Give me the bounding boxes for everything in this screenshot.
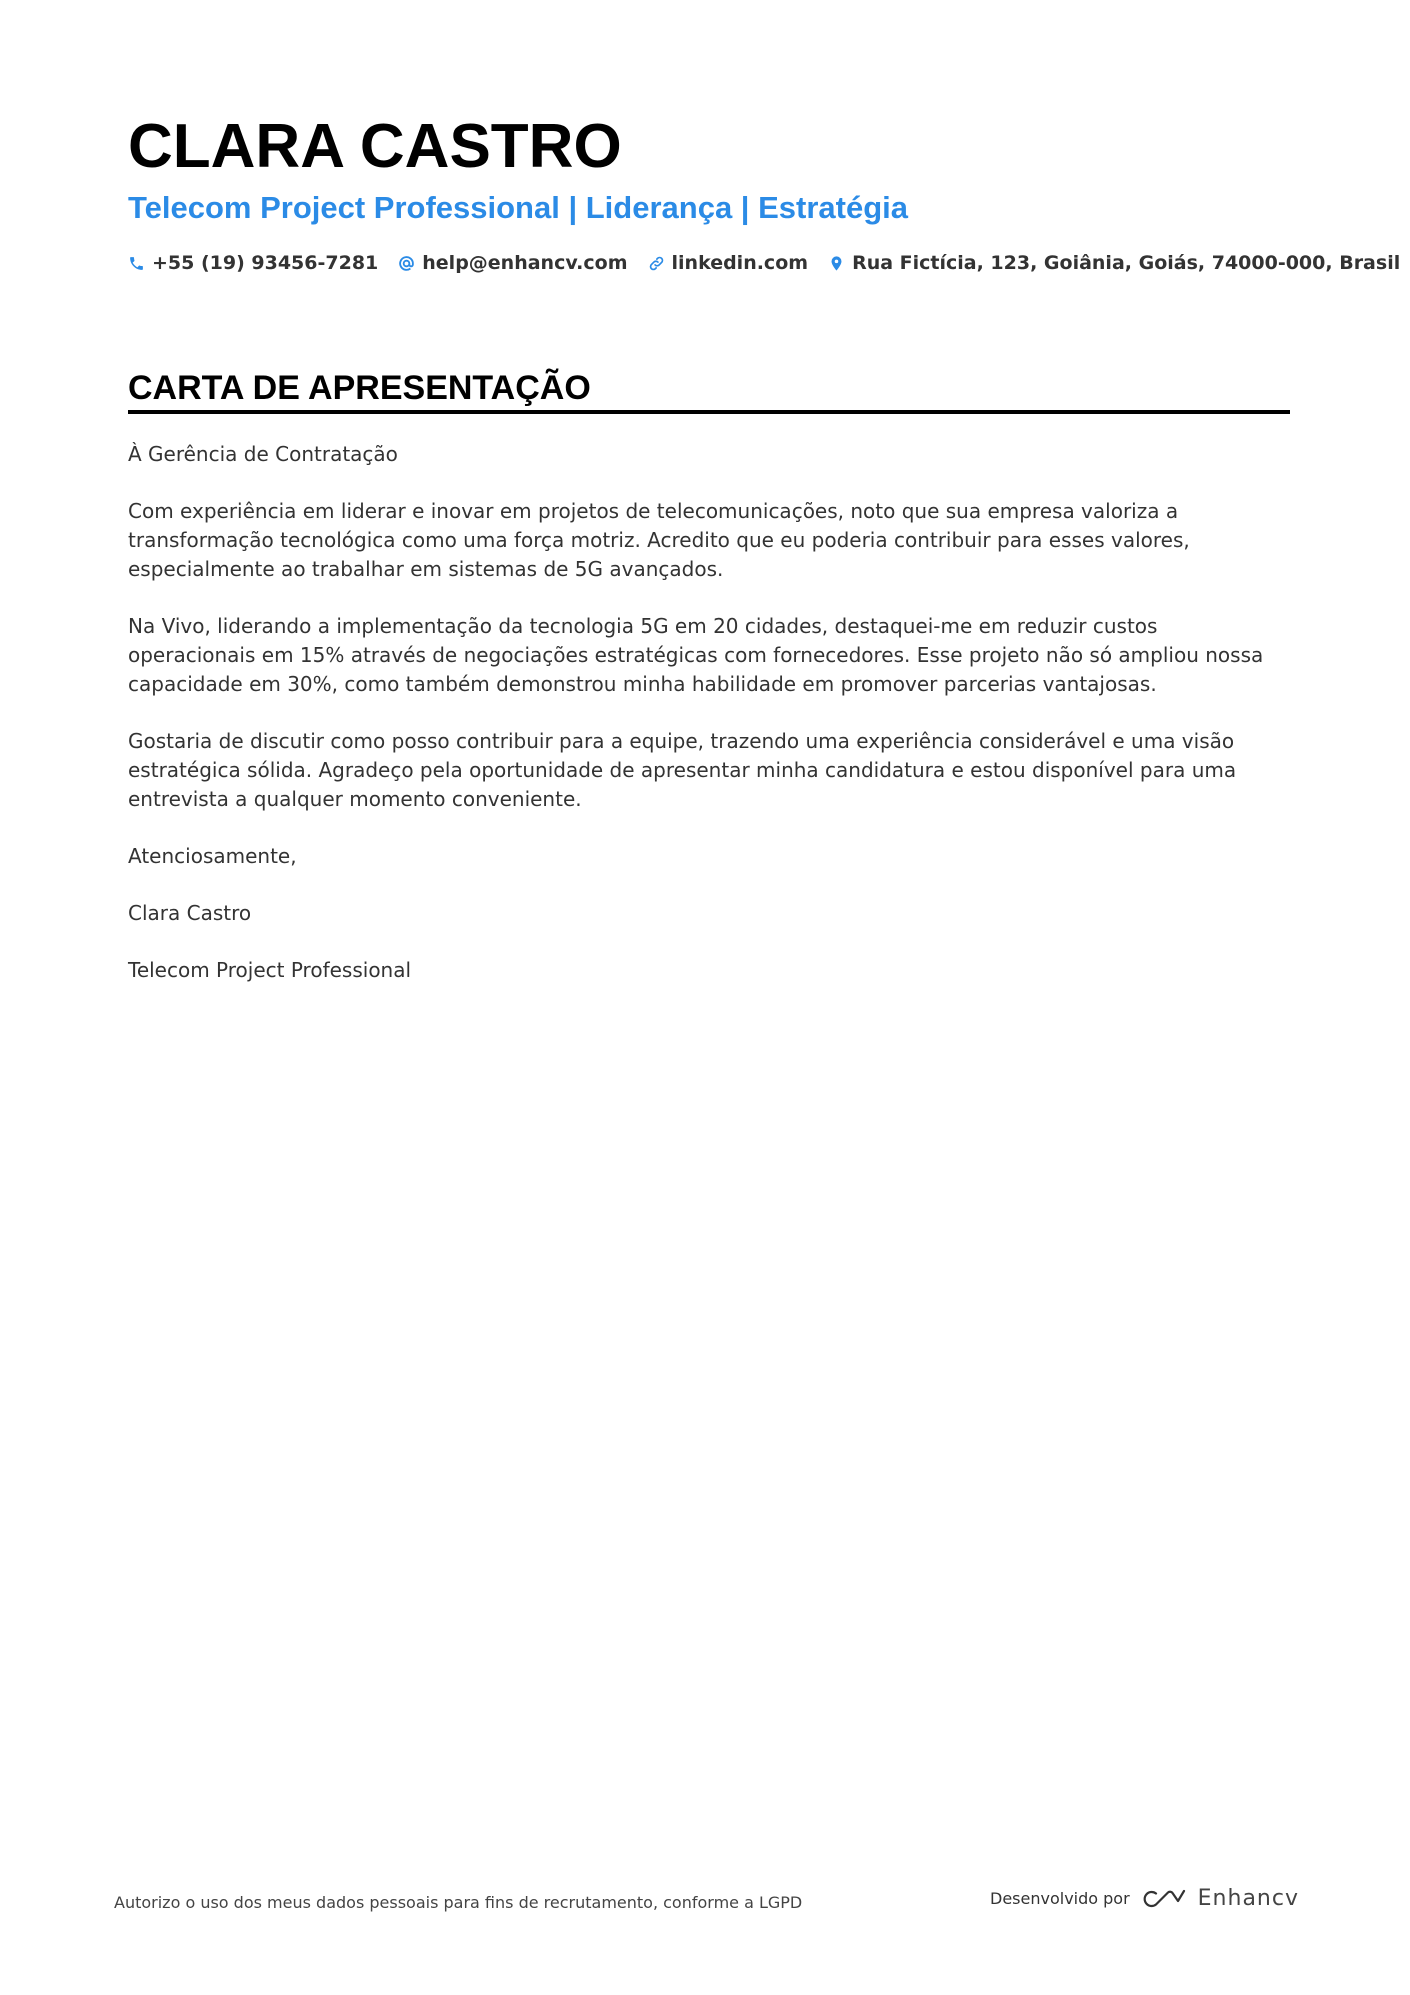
candidate-headline: Telecom Project Professional | Liderança | Estratégia (128, 190, 908, 225)
at-icon (398, 255, 415, 272)
address-text: Rua Fictícia, 123, Goiânia, Goiás, 74000-000, Brasil (852, 252, 1401, 274)
letter-paragraph: Gostaria de discutir como posso contribuir para a equipe, trazendo uma experiência considerável e uma visão estratégica sólida. Agradeço pela oportunidade de apresentar minha candidatura e estou disponível para uma entrevista a qualquer momento conveniente. (128, 729, 1237, 811)
phone-text: +55 (19) 93456-7281 (152, 252, 379, 274)
section-divider (128, 410, 1290, 414)
contact-bar (128, 252, 1400, 274)
powered-by-text: Desenvolvido por (990, 1889, 1130, 1908)
contact-phone (128, 252, 378, 274)
linkedin-text: linkedin.com (671, 252, 809, 274)
letter-greeting: À Gerência de Contratação (128, 442, 398, 466)
letter-paragraph: Com experiência em liderar e inovar em projetos de telecomunicações, noto que sua empresa valoriza a transformação tecnológica como uma força motriz. Acredito que eu poderia contribuir para esses valores, especialmente ao trabalhar em sistemas de 5G avançados. (128, 499, 1190, 581)
footer-branding[interactable] (990, 1886, 1299, 1911)
candidate-name: CLARA CASTRO (128, 112, 622, 181)
contact-email[interactable] (398, 252, 627, 274)
email-text: help@enhancv.com (422, 252, 628, 274)
section-title: CARTA DE APRESENTAÇÃO (128, 369, 591, 407)
brand-logo (1142, 1886, 1299, 1911)
letter-paragraph: Na Vivo, liderando a implementação da tecnologia 5G em 20 cidades, destaquei-me em reduzir custos operacionais em 15% através de negociações estratégicas com fornecedores. Esse projeto não só ampliou nossa capacidade em 30%, como também demonstrou minha habilidade em promover parcerias vantajosas. (128, 614, 1264, 696)
enhancv-logo-icon (1142, 1887, 1188, 1911)
signature-title: Telecom Project Professional (128, 958, 412, 982)
signature-name: Clara Castro (128, 901, 252, 925)
letter-body (128, 440, 1290, 1013)
footer-consent: Autorizo o uso dos meus dados pessoais para fins de recrutamento, conforme a LGPD (114, 1893, 803, 1912)
phone-icon (128, 255, 145, 272)
letter-closing: Atenciosamente, (128, 844, 297, 868)
link-icon (648, 255, 665, 272)
contact-linkedin[interactable] (648, 252, 809, 274)
brand-name: Enhancv (1197, 1886, 1299, 1911)
contact-address (828, 252, 1400, 274)
location-pin-icon (828, 255, 845, 272)
